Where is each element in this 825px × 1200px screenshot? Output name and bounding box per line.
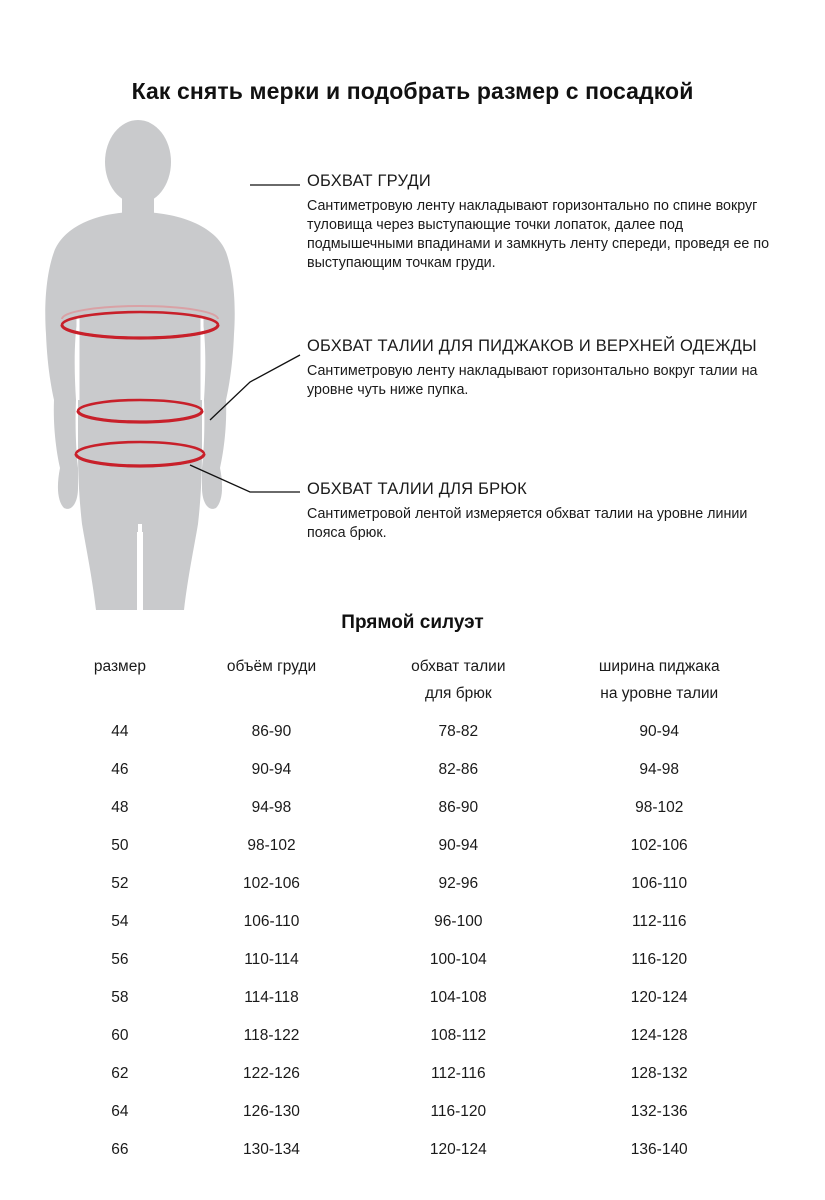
cell-waist: 96-100 — [434, 913, 483, 931]
cell-waist: 78-82 — [438, 723, 479, 741]
cell-jacket: 112-116 — [631, 913, 687, 931]
callout-trouser-waist — [307, 480, 777, 543]
cell-chest: 106-110 — [243, 913, 300, 931]
cell-chest: 122-126 — [243, 1065, 300, 1083]
table-row — [60, 713, 765, 751]
cell-jacket: 106-110 — [631, 875, 688, 893]
table-row — [60, 941, 765, 979]
column-header-waist-line2: для брюк — [424, 685, 492, 703]
table-header-row — [60, 655, 765, 713]
column-header-waist — [363, 655, 553, 713]
cell-size: 62 — [111, 1065, 129, 1083]
callout-jacket-waist-body: Сантиметровую ленту накладывают горизонтально вокруг талии на уровне чуть ниже пупка. — [307, 363, 758, 398]
table-row — [60, 1055, 765, 1093]
callout-jacket-waist-title: ОБХВАТ ТАЛИИ ДЛЯ ПИДЖАКОВ И ВЕРХНЕЙ ОДЕЖДЫ — [307, 337, 757, 355]
cell-chest: 94-98 — [251, 799, 292, 817]
cell-jacket: 98-102 — [635, 799, 684, 817]
cell-size: 44 — [111, 723, 129, 741]
cell-size: 52 — [111, 875, 129, 893]
column-header-chest — [180, 655, 363, 713]
table-row — [60, 1093, 765, 1131]
size-table — [60, 655, 765, 1169]
cell-waist: 104-108 — [429, 989, 487, 1007]
callout-chest — [307, 172, 777, 273]
body-silhouette — [45, 120, 234, 610]
cell-waist: 112-116 — [431, 1065, 486, 1083]
cell-chest: 114-118 — [244, 989, 299, 1007]
cell-waist: 92-96 — [438, 875, 479, 893]
callout-chest-title: ОБХВАТ ГРУДИ — [307, 172, 431, 190]
cell-jacket: 90-94 — [639, 723, 680, 741]
cell-size: 66 — [111, 1141, 129, 1159]
column-header-waist-line1: обхват талии — [411, 658, 506, 675]
cell-jacket: 132-136 — [630, 1103, 688, 1121]
table-row — [60, 1017, 765, 1055]
cell-chest: 102-106 — [243, 875, 300, 893]
column-header-jacket-line1: ширина пиджака — [598, 658, 720, 675]
cell-waist: 90-94 — [438, 837, 479, 855]
column-header-jacket — [553, 655, 765, 713]
cell-jacket: 116-120 — [631, 951, 688, 969]
cell-jacket: 120-124 — [630, 989, 688, 1007]
callout-jacket-waist — [307, 337, 807, 400]
measurement-figure — [20, 120, 320, 610]
callout-trouser-waist-title: ОБХВАТ ТАЛИИ ДЛЯ БРЮК — [307, 480, 527, 498]
table-row — [60, 865, 765, 903]
cell-chest: 118-122 — [243, 1027, 300, 1045]
cell-waist: 82-86 — [438, 761, 479, 779]
page-title: Как снять мерки и подобрать размер с посадкой — [131, 78, 694, 104]
cell-waist: 108-112 — [430, 1027, 487, 1045]
cell-waist: 120-124 — [429, 1141, 487, 1159]
size-table-header — [60, 655, 765, 713]
column-header-jacket-line2: на уровне талии — [600, 685, 719, 703]
cell-jacket: 128-132 — [630, 1065, 688, 1083]
table-row — [60, 1131, 765, 1169]
table-row — [60, 903, 765, 941]
column-header-chest-line1: объём груди — [226, 658, 317, 675]
cell-size: 56 — [111, 951, 129, 969]
table-row — [60, 827, 765, 865]
table-row — [60, 751, 765, 789]
cell-size: 50 — [111, 837, 129, 855]
cell-size: 46 — [111, 761, 129, 779]
cell-chest: 98-102 — [247, 837, 296, 855]
cell-size: 58 — [111, 989, 129, 1007]
cell-jacket: 124-128 — [630, 1027, 688, 1045]
cell-size: 64 — [111, 1103, 129, 1121]
callout-trouser-waist-body: Сантиметровой лентой измеряется обхват талии на уровне линии пояса брюк. — [307, 506, 748, 541]
table-row — [60, 789, 765, 827]
cell-size: 54 — [111, 913, 129, 931]
cell-waist: 86-90 — [438, 799, 479, 817]
cell-jacket: 102-106 — [630, 837, 688, 855]
cell-chest: 110-114 — [244, 951, 299, 969]
cell-waist: 116-120 — [430, 1103, 487, 1121]
table-row — [60, 979, 765, 1017]
column-header-size — [60, 655, 180, 713]
cell-chest: 90-94 — [251, 761, 292, 779]
cell-waist: 100-104 — [429, 951, 487, 969]
cell-chest: 126-130 — [243, 1103, 300, 1121]
column-header-size-line1: размер — [93, 658, 146, 675]
cell-size: 48 — [111, 799, 129, 817]
cell-jacket: 94-98 — [639, 761, 680, 779]
callout-chest-body: Сантиметровую ленту накладывают горизонтально по спине вокруг туловища через выступающие точки лопаток, далее под подмышечными впадинами и замкнуть ленту спереди, проведя ее по выступающим точкам груди. — [307, 198, 770, 271]
cell-chest: 86-90 — [251, 723, 292, 741]
cell-size: 60 — [111, 1027, 129, 1045]
size-table-body — [60, 713, 765, 1169]
cell-jacket: 136-140 — [630, 1141, 688, 1159]
cell-chest: 130-134 — [243, 1141, 300, 1159]
size-table-title: Прямой силуэт — [341, 612, 484, 633]
